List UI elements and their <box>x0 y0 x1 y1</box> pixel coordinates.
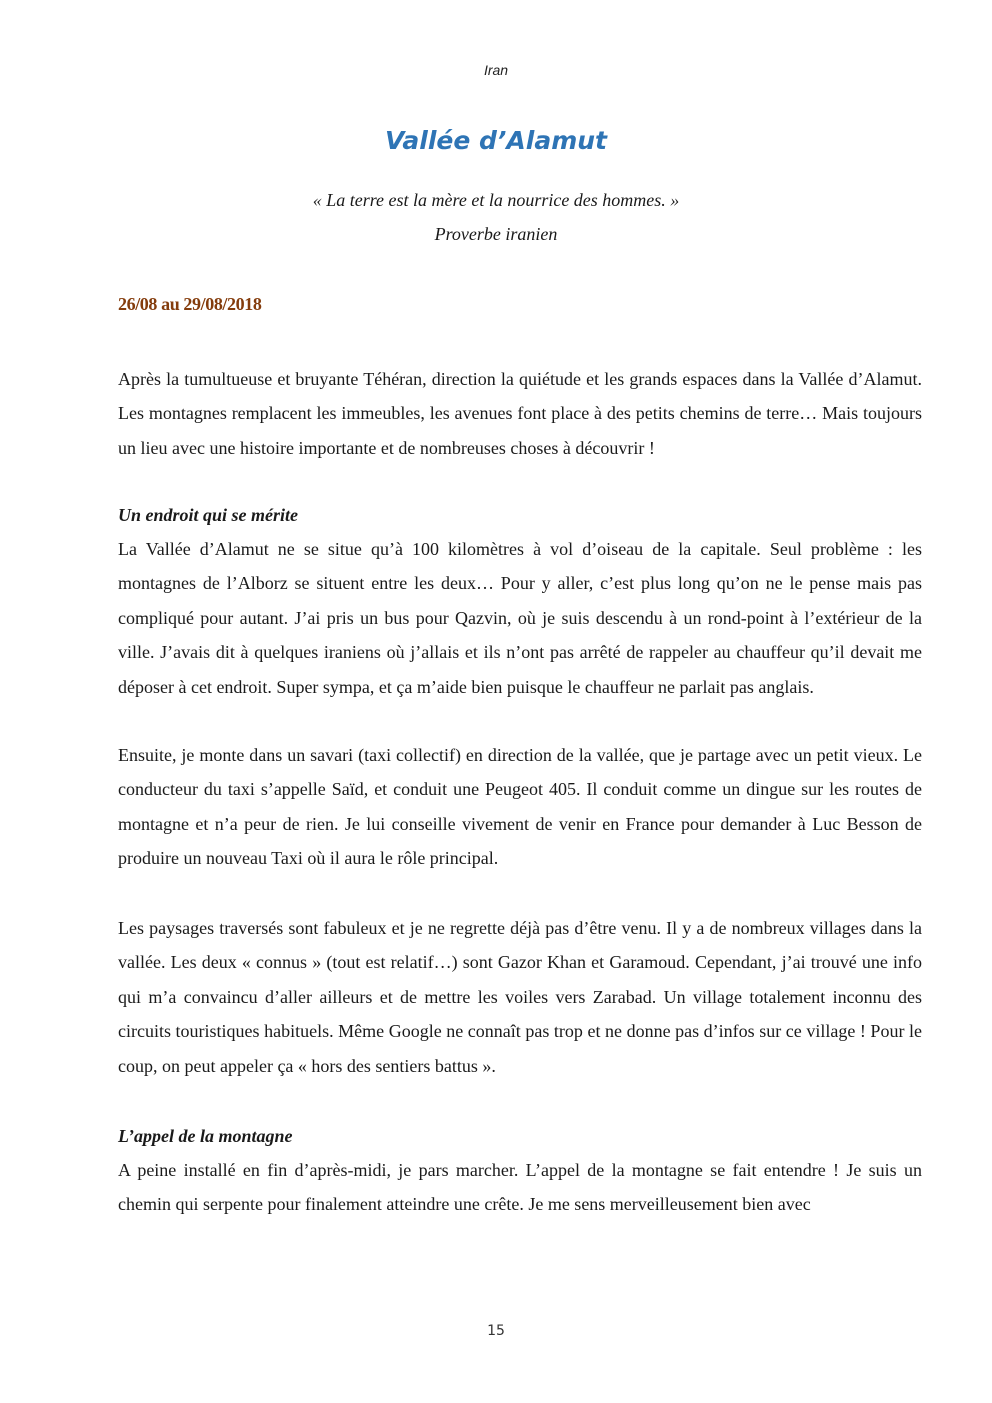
intro-paragraph: Après la tumultueuse et bruyante Téhéran, direction la quiétude et les grands espaces dans la Vallée d’Alamut. Les montagnes remplacent les immeubles, les avenues font place à des petits chemins de terre… Mais toujours un lieu avec une histoire importante et de nombreuses choses à découvrir ! <box>118 369 922 458</box>
section1-paragraph-3: Les paysages traversés sont fabuleux et je ne regrette déjà pas d’être venu. Il y a de nombreux villages dans la vallée. Les deux « connus » (tout est relatif…) sont Gazor Khan et Garamoud. Cependant, j’ai trouvé une info qui m’a convaincu d’aller ailleurs et de mettre les voiles vers Zarabad. Un village totalement inconnu des circuits touristiques habituels. Même Google ne connaît pas trop et ne donne pas d’infos sur ce village ! Pour le coup, on peut appeler ça « hors des sentiers battus ». <box>118 918 922 1076</box>
running-header: Iran <box>483 62 509 78</box>
page-number: 15 <box>487 1323 505 1339</box>
epigraph-source: Proverbe iranien <box>434 224 558 244</box>
section2-paragraph-1: A peine installé en fin d’après-midi, je pars marcher. L’appel de la montagne se fait entendre ! Je suis un chemin qui serpente pour finalement atteindre une crête. Je me sens merveilleusement bien avec <box>118 1160 922 1215</box>
section1-paragraph-2: Ensuite, je monte dans un savari (taxi collectif) en direction de la vallée, que je partage avec un petit vieux. Le conducteur du taxi s’appelle Saïd, et conduit une Peugeot 405. Il conduit comme un dingue sur les routes de montagne et n’a peur de rien. Je lui conseille vivement de venir en France pour demander à Luc Besson de produire un nouveau Taxi où il aura le rôle principal. <box>118 745 922 869</box>
epigraph-quote: « La terre est la mère et la nourrice des hommes. » <box>312 190 680 210</box>
epigraph <box>0 183 992 251</box>
page-title: Vallée d’Alamut <box>384 126 607 155</box>
date-range: 26/08 au 29/08/2018 <box>118 294 262 314</box>
section-heading-1: Un endroit qui se mérite <box>118 505 299 525</box>
section-heading-2: L’appel de la montagne <box>118 1126 293 1146</box>
section1-paragraph-1: La Vallée d’Alamut ne se situe qu’à 100 kilomètres à vol d’oiseau de la capitale. Seul problème : les montagnes de l’Alborz se situent entre les deux… Pour y aller, c’est plus long qu’on ne le pense mais pas compliqué pour autant. J’ai pris un bus pour Qazvin, où je suis descendu à un rond-point à l’extérieur de la ville. J’avais dit à quelques iraniens où j’allais et ils n’ont pas arrêté de rappeler au chauffeur qu’il devait me déposer à cet endroit. Super sympa, et ça m’aide bien puisque le chauffeur ne parlait pas anglais. <box>118 539 922 697</box>
